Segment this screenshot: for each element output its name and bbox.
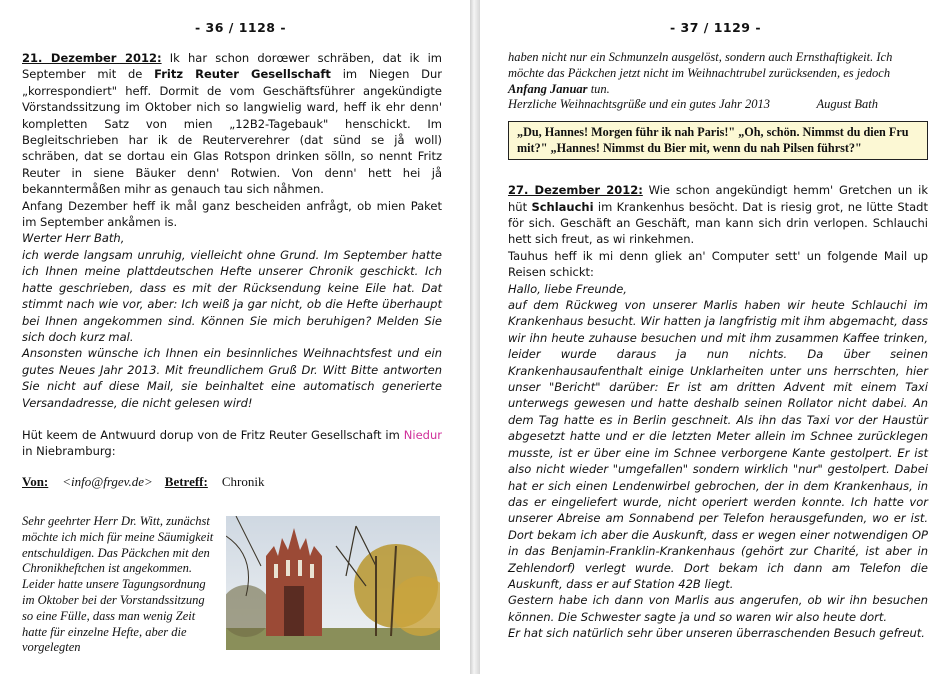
cont-bold: Anfang Januar [508, 81, 588, 96]
mail-greeting: Hallo, liebe Freunde, [508, 281, 627, 296]
answer-text-cont: in Niebramburg: [22, 444, 116, 459]
entry-text-cont: im Niegen Dur „korrespondiert" heff. Dormit de vom Geschäftsführer angekündigte Vörstandssitzung im Oktober nich so langwielig ward, heff ik ehr denn' kompletten Satz von mien „12B2-Tagebauk" henschickt. Im Begleitschrieben har ik de Reuterverehrer (dat sünd se jå woll) schräben, dat se dortau ein Glas Rotspon drinken sölln, so nennt Fritz Reuter in siene Bäuker denn' Rotwien. Von denn' hett hei jå bekanntermåßen mihr as genauch tau sich nåhmen. [22, 67, 443, 197]
from-value: <info@frgev.de> [62, 473, 153, 489]
mail-header [22, 474, 442, 490]
mail-body-2: Gestern habe ich dann von Marlis aus angerufen, ob wir ihn besuchen können. Die Schwester sagte ja und so waren wir also heute dort. [508, 593, 928, 624]
letter-body: ich werde langsam unruhig, vielleicht ohne Grund. Im September hatte ich Ihnen meine plattdeutschen Hefte unserer Chronik geschickt. Ich hatte geschrieben, dass es mit der Rücksendung keine Eile hat. Dat stimmt nach wie vor, aber: Ich weiß ja gar nicht, ob die Hefte überhaupt bei Ihnen angekommen sind. Können Sie mich beruhigen? Melden Sie sich doch kurz mal. [22, 247, 442, 344]
paragraph: Anfang Dezember heff ik mål ganz bescheiden anfrågt, ob mien Paket im September ankåmen is. [22, 198, 442, 230]
letter-closing [508, 97, 878, 113]
entry-text-cont: im Krankenhus besöcht. Dat is riesig grot, ne lütte Stadt för sich. Geschäft an Geschäft, man kann sich drin verlopen. Schlauchi hett sich freut, as wi rinkehmen. [508, 199, 928, 247]
place-link[interactable]: Niedur [403, 427, 442, 442]
letter-greeting: Werter Herr Bath, [22, 231, 125, 246]
subject-value: Chronik [221, 473, 265, 489]
letter-body-2: Ansonsten wünsche ich Ihnen ein besinnliches Weihnachtsfest und ein gutes Neues Jahr 2013. Mit freundlichem Gruß Dr. Witt Bitte antworten Sie nicht auf diese Mail, sie beinhaltet eine automatisch generierte Versandadresse, die nicht gelesen wird! [22, 346, 442, 410]
society-name: Fritz Reuter Gesellschaft [154, 67, 331, 82]
entry-paragraph [508, 182, 928, 248]
entry-date: 27. Dezember 2012: [508, 183, 643, 198]
book-gutter [470, 0, 480, 674]
mail-body: auf dem Rückweg von unserer Marlis haben wir heute Schlauchi im Krankenhaus besucht. Wir hatten ja langfristig mit ihm abgemacht, dass wir ihn heute zuhause besuchen und mit ihm zusammen Kaffee trinken, leider wurde daraus ja nun nichts. Da über seinen Krankenhausaufenthalt einige Unklarheiten unter uns herrschten, hier unser "Bericht" darüber: Er ist am dritten Advent mit einem Taxi unterwegs gewesen und hatte deshalb seinen Rollator nicht dabei. An dem Tag hatte es in Berlin geschneit. Als ihn das Taxi vor der Haustür abgesetzt hatte und er die letzten Meter allein im Schnee zurücklegen musste, ist er über eine im Schnee verborgene Kante gestolpert. Er ist also nicht wieder "umgefallen" sondern wirklich "nur" gestolpert. Dabei hat er sich einen Lendenwirbel gebrochen, der in dem Krankenhaus, in das er eingeliefert wurde, nicht operiert werden konnte. Ich hatte vor unserer Abreise am Sonnabend per Telefon herausgefunden, wo er ist. Dort bekam ich aber die Auskunft, dass er wegen einer notwendigen OP in das Benjamin-Franklin-Krankenhaus (gehört zur Charité, ist aber in Zehlendorf) verlegt wurde. Dort bekam ich dann am Telefon die Auskunft, dass er auf Station 42B liegt. [508, 298, 928, 591]
right-body [508, 50, 928, 642]
right-page [480, 0, 950, 674]
closing-text: Herzliche Weihnachtsgrüße und ein gutes Jahr 2013 [508, 97, 770, 112]
reply-letter: Sehr geehrter Herr Dr. Witt, zunächst möchte ich mich für meine Säumigkeit entschuldigen. Das Päckchen mit den Chronikheftchen ist angekommen. Leider hatte unsere Tagungsordnung im Oktober bei der Vorstandssitzung so eine Fülle, dass man wenig Zeit hatte für einzelne Hefte, aber die vorgelegten [22, 514, 214, 655]
cont-text-end: tun. [587, 81, 610, 96]
joke-box: „Du, Hannes! Morgen führ ik nah Paris!" „Oh, schön. Nimmst du dien Fru mit?" „Hannes! Nimmst du Bier mit, wenn du nah Pilsen führst?" [508, 121, 928, 160]
person-name: Schlauchi [531, 199, 594, 214]
answer-paragraph [22, 427, 442, 460]
subject-label: Betreff: [164, 473, 208, 489]
letter-continuation [508, 50, 928, 97]
answer-text: Hüt keem de Antwuurd dorup von de Fritz Reuter Gesellschaft im [22, 427, 404, 442]
paragraph: Tauhus heff ik mi denn gliek an' Computer sett' un folgende Mail up Reisen schickt: [508, 248, 928, 280]
entry-date: 21. Dezember 2012: [22, 51, 162, 65]
signature: August Bath [816, 97, 878, 112]
mail-body-3: Er hat sich natürlich sehr über unseren überraschenden Besuch gefreut. [508, 626, 925, 641]
cont-text: haben nicht nur ein Schmunzeln ausgelöst, sondern auch Ernsthaftigkeit. Ich möchte das Päckchen jetzt nicht im Weihnachtrubel zurücksenden, es jedoch [508, 50, 893, 80]
page-number: - 36 / 1128 - [195, 20, 287, 35]
church-photo [226, 516, 440, 650]
from-label: Von: [22, 473, 49, 489]
entry-paragraph [22, 50, 442, 198]
left-body [22, 50, 442, 490]
left-page [0, 0, 470, 674]
entry-text: Ik har schon dorœwer schräben, dat ik im September mit de [22, 51, 442, 82]
entry-text: Wie schon angekündigt hemm' Gretchen un ik hüt [508, 183, 928, 214]
page-number: - 37 / 1129 - [670, 20, 762, 35]
